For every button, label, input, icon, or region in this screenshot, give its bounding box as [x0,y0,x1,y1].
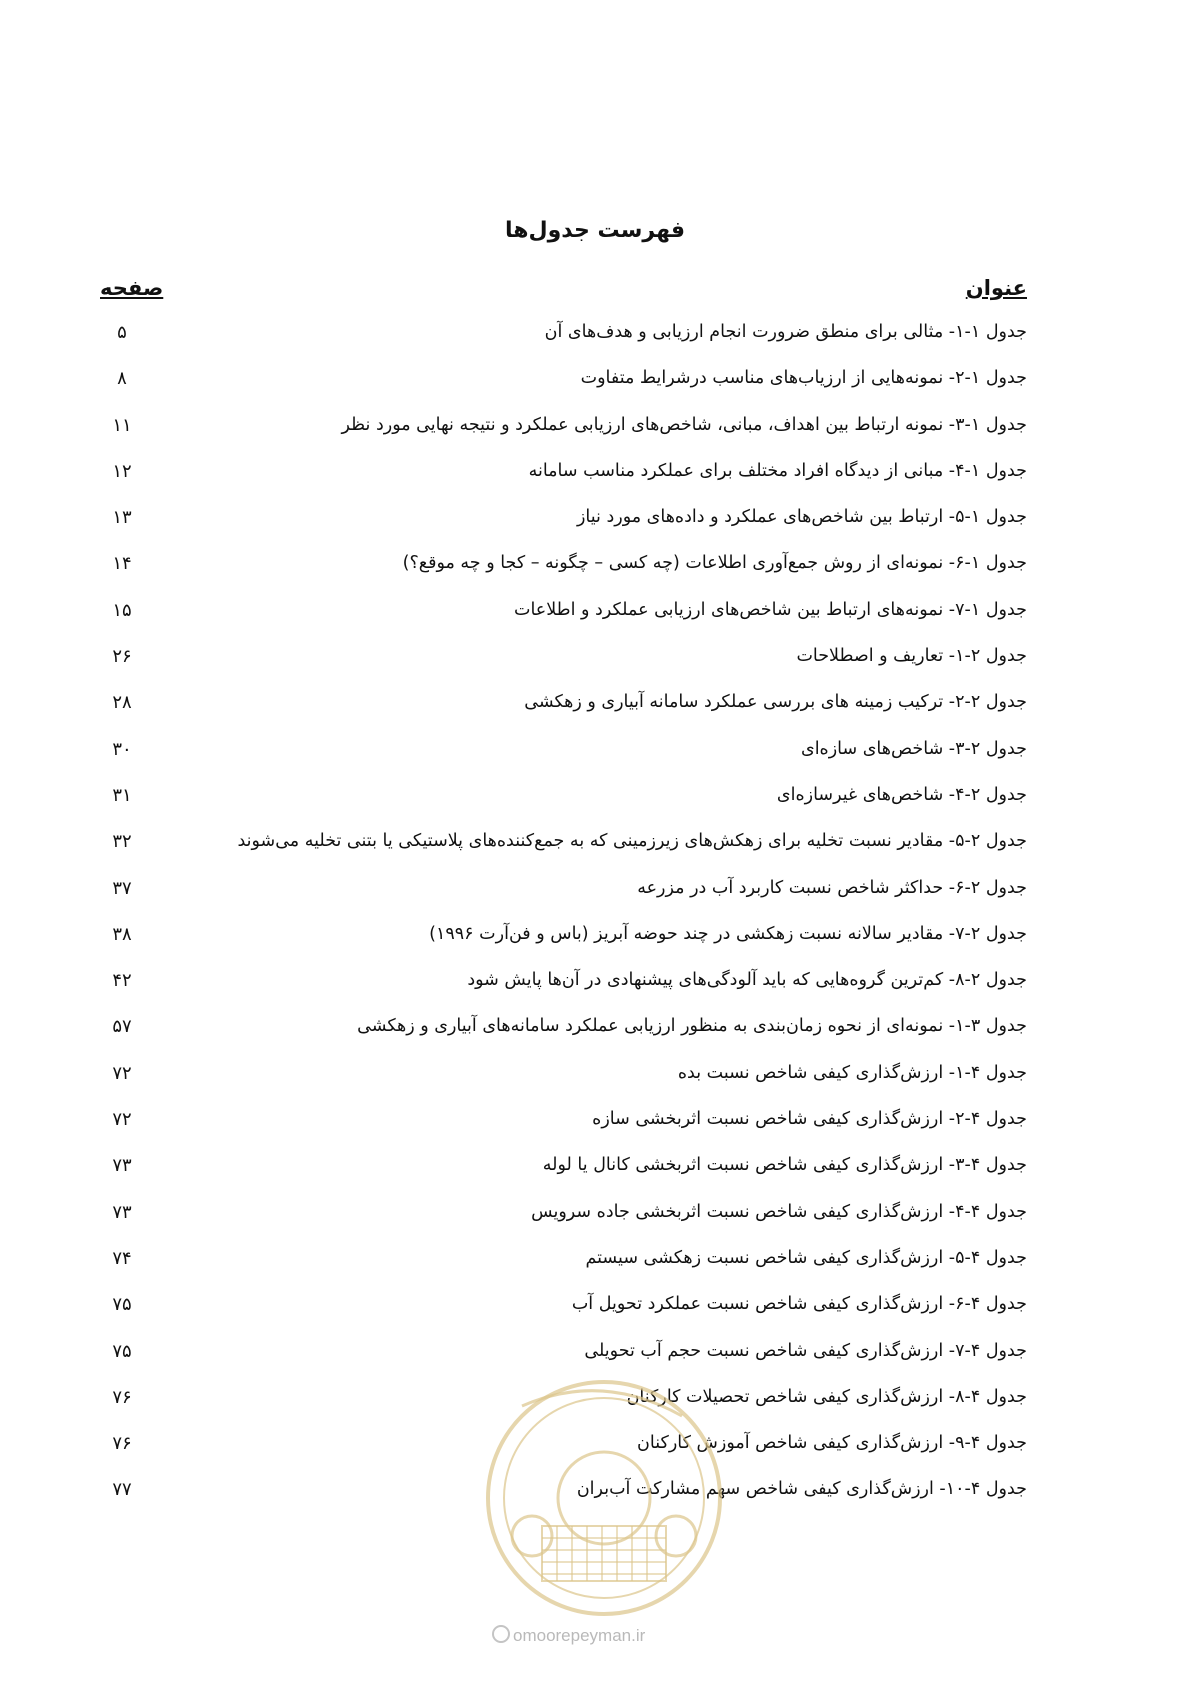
page-title: فهرست جدول‌ها [504,218,686,243]
toc-entry-title: جدول ۴-۶- ارزش‌گذاری کیفی شاخص نسبت عملکرد تحویل آب [571,1294,1027,1315]
toc-entry-page: ۷۶ [112,1386,132,1408]
toc-entry-title: جدول ۱-۵- ارتباط بین شاخص‌های عملکرد و داده‌های مورد نیاز [576,507,1027,528]
watermark [492,1625,645,1646]
toc-entry-title: جدول ۴-۱- ارزش‌گذاری کیفی شاخص نسبت بده [677,1062,1027,1083]
toc-entry-title: جدول ۱-۷- نمونه‌های ارتباط بین شاخص‌های ارزیابی عملکرد و اطلاعات [513,599,1027,620]
toc-entry-page: ۳۰ [112,738,132,760]
toc-entry-title: جدول ۲-۵- مقادیر نسبت تخلیه برای زهکش‌های زیرزمینی که به جمع‌کننده‌های پلاستیکی یا بتنی تخلیه می‌شوند [237,831,1027,852]
toc-entry-page: ۷۳ [112,1201,132,1223]
toc-entry-page: ۷۲ [112,1062,132,1084]
toc-entry-page: ۳۲ [112,831,132,853]
toc-entry-page: ۳۷ [112,877,132,899]
toc-entry-title: جدول ۲-۷- مقادیر سالانه نسبت زهکشی در چند حوضه آبریز (باس و فن‌آرت ۱۹۹۶) [429,923,1027,944]
toc-entry-title: جدول ۴-۴- ارزش‌گذاری کیفی شاخص نسبت اثربخشی جاده سرویس [531,1201,1027,1222]
toc-row[interactable] [0,1242,1190,1288]
toc-entry-page: ۴۲ [112,970,132,992]
toc-row[interactable] [0,779,1190,825]
toc-entry-page: ۱۳ [112,507,132,529]
toc-entry-title: جدول ۴-۸- ارزش‌گذاری کیفی شاخص تحصیلات کارکنان [626,1386,1027,1407]
toc-row[interactable] [0,316,1190,362]
toc-entry-page: ۷۳ [112,1155,132,1177]
toc-entry-page: ۳۱ [112,784,132,806]
toc-entry-title: جدول ۱-۶- نمونه‌ای از روش جمع‌آوری اطلاعات (چه کسی – چگونه – کجا و چه موقع؟) [402,553,1027,574]
toc-entry-page: ۷۷ [112,1479,132,1501]
toc-row[interactable] [0,686,1190,732]
toc-row[interactable] [0,964,1190,1010]
at-icon [492,1625,510,1643]
toc-entry-title: جدول ۲-۴- شاخص‌های غیرسازه‌ای [776,784,1027,805]
toc-row[interactable] [0,455,1190,501]
toc-list [0,316,1190,1520]
toc-entry-title: جدول ۴-۹- ارزش‌گذاری کیفی شاخص آموزش کارکنان [637,1433,1027,1454]
watermark-text: omoorepeyman.ir [513,1626,646,1645]
toc-entry-page: ۸ [117,368,127,390]
toc-row[interactable] [0,1288,1190,1334]
toc-row[interactable] [0,918,1190,964]
toc-row[interactable] [0,825,1190,871]
toc-entry-page: ۷۴ [112,1247,132,1269]
toc-entry-title: جدول ۴-۳- ارزش‌گذاری کیفی شاخص نسبت اثربخشی کانال یا لوله [542,1155,1027,1176]
toc-row[interactable] [0,594,1190,640]
toc-entry-page: ۷۶ [112,1433,132,1455]
toc-row[interactable] [0,1335,1190,1381]
toc-entry-page: ۳۸ [112,923,132,945]
toc-row[interactable] [0,362,1190,408]
toc-entry-page: ۱۲ [112,460,132,482]
seal-logo-icon [482,1376,726,1620]
toc-entry-title: جدول ۴-۱۰- ارزش‌گذاری کیفی شاخص سهم مشارکت آب‌بران [576,1479,1027,1500]
toc-row[interactable] [0,733,1190,779]
column-header-title: عنوان [965,276,1027,300]
toc-entry-page: ۷۲ [112,1109,132,1131]
toc-row[interactable] [0,547,1190,593]
toc-entry-title: جدول ۲-۱- تعاریف و اصطلاحات [796,646,1027,667]
toc-row[interactable] [0,872,1190,918]
toc-entry-page: ۲۶ [112,646,132,668]
toc-entry-page: ۵ [117,322,127,343]
toc-row[interactable] [0,409,1190,455]
toc-entry-page: ۲۸ [112,692,132,714]
toc-entry-title: جدول ۳-۱- نمونه‌ای از نحوه زمان‌بندی به منظور ارزیابی عملکرد سامانه‌های آبیاری و زهکشی [357,1016,1027,1037]
toc-entry-title: جدول ۴-۷- ارزش‌گذاری کیفی شاخص نسبت حجم آب تحویلی [584,1340,1027,1361]
toc-entry-title: جدول ۲-۳- شاخص‌های سازه‌ای [801,738,1027,759]
toc-entry-title: جدول ۲-۶- حداکثر شاخص نسبت کاربرد آب در مزرعه [637,877,1027,898]
column-header-page: صفحه [100,276,164,300]
toc-entry-page: ۱۴ [112,553,132,575]
toc-entry-title: جدول ۱-۴- مبانی از دیدگاه افراد مختلف برای عملکرد مناسب سامانه [528,460,1027,481]
toc-row[interactable] [0,1149,1190,1195]
toc-entry-title: جدول ۱-۱- مثالی برای منطق ضرورت انجام ارزیابی و هدف‌های آن [544,322,1027,342]
toc-entry-page: ۷۵ [112,1294,132,1316]
toc-row[interactable] [0,640,1190,686]
toc-entry-title: جدول ۲-۲- ترکیب زمینه های بررسی عملکرد سامانه آبیاری و زهکشی [524,692,1027,713]
toc-entry-page: ۷۵ [112,1340,132,1362]
toc-entry-title: جدول ۴-۲- ارزش‌گذاری کیفی شاخص نسبت اثربخشی سازه [592,1109,1027,1130]
toc-row[interactable] [0,501,1190,547]
toc-entry-page: ۱۵ [112,599,132,621]
toc-entry-title: جدول ۲-۸- کم‌ترین گروه‌هایی که باید آلودگی‌های پیشنهادی در آن‌ها پایش شود [467,970,1027,991]
toc-entry-page: ۱۱ [112,414,132,436]
toc-row[interactable] [0,1103,1190,1149]
toc-entry-title: جدول ۴-۵- ارزش‌گذاری کیفی شاخص نسبت زهکشی سیستم [585,1247,1027,1268]
toc-row[interactable] [0,1057,1190,1103]
toc-row[interactable] [0,1196,1190,1242]
toc-entry-title: جدول ۱-۲- نمونه‌هایی از ارزیاب‌های مناسب درشرایط متفاوت [580,368,1027,389]
toc-entry-title: جدول ۱-۳- نمونه ارتباط بین اهداف، مبانی، شاخص‌های ارزیابی عملکرد و نتیجه نهایی مورد نظر [341,414,1027,435]
toc-row[interactable] [0,1010,1190,1056]
toc-entry-page: ۵۷ [112,1016,132,1038]
